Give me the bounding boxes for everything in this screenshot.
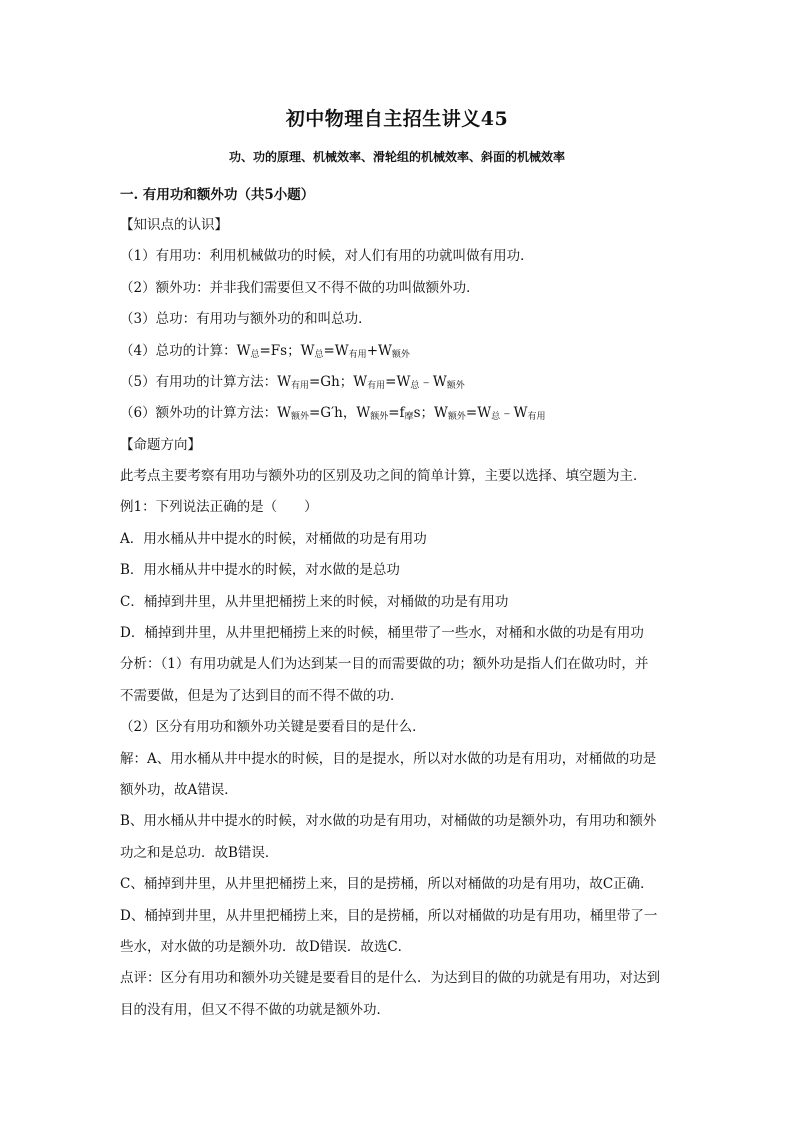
subscript: 额外 (391, 350, 410, 360)
direction-text: 此考点主要考察有用功与额外功的区别及功之间的简单计算，主要以选择、填空题为主． (120, 468, 647, 484)
knowledge-point-2: （2）额外功：并非我们需要但又不得不做的功叫做额外功． (120, 280, 480, 296)
comment-line-2: 目的没有用，但又不得不做的功就是额外功． (120, 1002, 390, 1018)
knowledge-point-5 (120, 373, 680, 395)
text-part: （4）总功的计算：W (120, 343, 251, 359)
text-part: （6）额外功的计算方法：W (120, 405, 291, 421)
solution-line-2: 额外功，故A错误． (120, 782, 238, 798)
text-part: =G′h，W (308, 405, 371, 421)
subscript: 总 (314, 350, 324, 360)
text-part: =W (385, 374, 411, 390)
knowledge-heading: 【知识点的认识】 (120, 217, 228, 233)
solution-line-4: 功之和是总功．故B错误． (120, 845, 279, 861)
analysis-line-3: （2）区分有用功和额外功关键是要看目的是什么． (120, 719, 426, 735)
section-heading: 一. 有用功和额外功（共5小题） (120, 187, 315, 203)
comment-line-1: 点评：区分有用功和额外功关键是要看目的是什么．为达到目的做的功就是有用功，对达到 (120, 970, 660, 986)
text-part: =Gh；W (308, 374, 368, 390)
analysis-line-2: 不需要做，但是为了达到目的而不得不做的功． (120, 688, 404, 704)
subscript: 有用 (348, 350, 367, 360)
subscript: 总 (410, 381, 420, 391)
option-c: C．桶掉到井里，从井里把桶捞上来的时候，对桶做的功是有用功 (120, 594, 509, 610)
text-part: s；W (413, 405, 448, 421)
subscript: 额外 (370, 412, 389, 422)
analysis-line-1: 分析：（1）有用功就是人们为达到某一目的而需要做的功；额外功是指人们在做功时，并 (120, 656, 649, 672)
knowledge-point-4 (120, 342, 680, 364)
text-part: ﹣W (500, 405, 528, 421)
solution-line-3: B、用水桶从井中提水的时候，对水做的功是有用功，对桶做的功是额外功，有用功和额外 (120, 813, 657, 829)
page-subtitle: 功、功的原理、机械效率、滑轮组的机械效率、斜面的机械效率 (228, 150, 565, 164)
text-part: =W (323, 343, 349, 359)
subscript: 总 (250, 350, 260, 360)
knowledge-point-6 (120, 404, 680, 426)
subscript: 额外 (447, 412, 466, 422)
knowledge-point-1: （1）有用功：利用机械做功的时候，对人们有用的功就叫做有用功． (120, 248, 534, 264)
subscript: 有用 (527, 412, 546, 422)
page-title: 初中物理自主招生讲义45 (285, 108, 509, 130)
subscript: 总 (491, 412, 501, 422)
text-part: =W (465, 405, 492, 421)
option-b: B．用水桶从井中提水的时候，对水做的是总功 (120, 562, 400, 578)
text-part: （5）有用功的计算方法：W (120, 374, 291, 390)
solution-line-5: C、桶掉到井里，从井里把桶捞上来，目的是捞桶，所以对桶做的功是有用功，故C正确． (120, 876, 654, 892)
option-d: D．桶掉到井里，从井里把桶捞上来的时候，桶里带了一些水，对桶和水做的功是有用功 (120, 625, 644, 641)
example-question: 例1：下列说法正确的是（ ） (120, 499, 318, 515)
text-part: =f (388, 405, 405, 421)
text-part: +W (366, 343, 392, 359)
text-part: =Fs；W (259, 343, 315, 359)
subscript: 有用 (367, 381, 386, 391)
subscript: 额外 (446, 381, 465, 391)
subscript: 有用 (290, 381, 309, 391)
solution-line-6: D、桶掉到井里，从井里把桶捞上来，目的是捞桶，所以对桶做的功是有用功，桶里带了一 (120, 908, 658, 924)
text-part: ﹣W (419, 374, 447, 390)
solution-line-7: 些水，对水做的功是额外功．故D错误．故选C． (120, 939, 412, 955)
subscript: 额外 (290, 412, 309, 422)
subscript: 摩 (404, 412, 414, 422)
option-a: A．用水桶从井中提水的时候，对桶做的功是有用功 (120, 531, 427, 547)
solution-line-1: 解：A、用水桶从井中提水的时候，目的是提水，所以对水做的功是有用功，对桶做的功是 (120, 751, 657, 767)
direction-heading: 【命题方向】 (120, 437, 201, 453)
knowledge-point-3: （3）总功：有用功与额外功的和叫总功． (120, 311, 372, 327)
